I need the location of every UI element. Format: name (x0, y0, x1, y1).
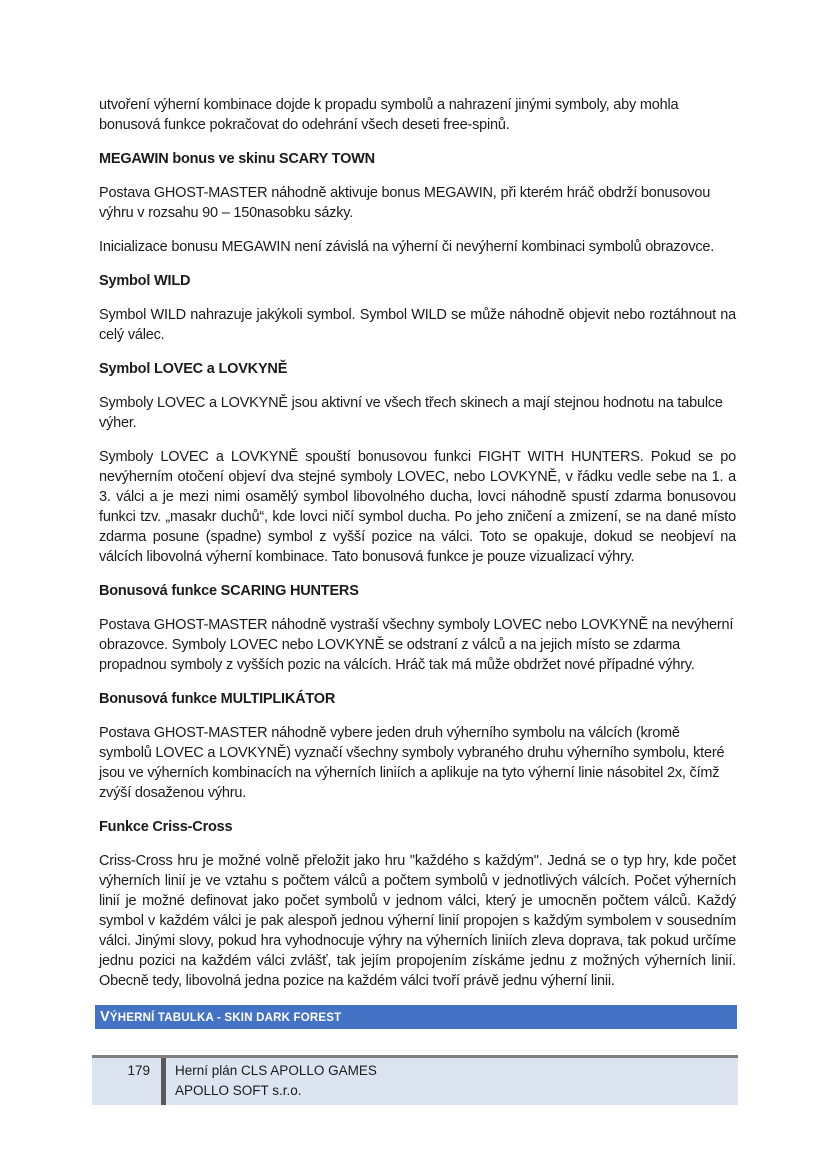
paragraph: Inicializace bonusu MEGAWIN není závislá na výherní či nevýherní kombinaci symbolů obrazovce. (99, 239, 715, 255)
paragraph: utvoření výherní kombinace dojde k propadu symbolů a nahrazení jinými symboly, aby mohla bonusová funkce pokračovat do odehrání všech deseti free-spinů. (99, 97, 679, 133)
section-heading: Funkce Criss-Cross (99, 819, 233, 835)
paragraph: Postava GHOST-MASTER náhodně vybere jeden druh výherního symbolu na válcích (kromě symbolů LOVEC a LOVKYNĚ) vyznačí všechny symboly vybraného druhu výherního symbolu, které jsou ve výherních kombinacích na výherních liniích a aplikuje na tyto výherní linie násobitel 2x, čímž zvýší dosaženou výhru. (99, 725, 725, 801)
paragraph: Postava GHOST-MASTER náhodně aktivuje bonus MEGAWIN, při kterém hráč obdrží bonusovou výhru v rozsahu 90 – 150nasobku sázky. (99, 185, 711, 221)
section-band-title: VÝHERNÍ TABULKA - SKIN DARK FOREST (95, 1005, 737, 1029)
document-body (99, 95, 736, 1029)
footer-text (166, 1058, 377, 1105)
section-heading: Bonusová funkce MULTIPLIKÁTOR (99, 691, 336, 707)
paragraph: Symboly LOVEC a LOVKYNĚ jsou aktivní ve všech třech skinech a mají stejnou hodnotu na tabulce výher. (99, 395, 723, 431)
footer-strip (92, 1058, 738, 1105)
footer-document-title: Herní plán CLS APOLLO GAMES (175, 1063, 377, 1078)
paragraph: Postava GHOST-MASTER náhodně vystraší všechny symboly LOVEC nebo LOVKYNĚ na nevýherní obrazovce. Symboly LOVEC nebo LOVKYNĚ se odstraní z válců a na jejich místo se zdarma propadnou symboly z vyšších pozic na válcích. Hráč tak má může obdržet nové případné výhry. (99, 617, 734, 673)
section-heading: Symbol WILD (99, 273, 191, 289)
page-number: 179 (127, 1063, 150, 1078)
paragraph: Symboly LOVEC a LOVKYNĚ spouští bonusovou funkci FIGHT WITH HUNTERS. Pokud se po nevýherním otočení objeví dva stejné symboly LOVEC, nebo LOVKYNĚ, v řádku vedle sebe na 1. a 3. válci a je mezi nimi osamělý symbol libovolného ducha, lovci náhodně spustí zdarma bonusovou funkci tzv. „masakr duchů“, kde lovci ničí symbol ducha. Po jeho zničení a zmizení, se na dané místo zdarma posune (spadne) symbol z vyšší pozice na válci. Toto se opakuje, dokud se neobjeví na válcích libovolná výherní kombinace. Tato bonusová funkce je pouze vizualizací výhry. (99, 449, 736, 565)
paragraph: Symbol WILD nahrazuje jakýkoli symbol. Symbol WILD se může náhodně objevit nebo roztáhnout na celý válec. (99, 307, 736, 343)
paragraph: Criss-Cross hru je možné volně přeložit jako hru "každého s každým". Jedná se o typ hry, kde počet výherních linií je ve vztahu s počtem válců a počtem symbolů v jednotlivých válcích. Počet výherních linií je možné definovat jako počet symbolů v jednom válci, který je umocněn počtem válců. Každý symbol v každém válci je pak alespoň jednou výherní linií propojen s každým symbolem v sousedním válci. Jinými slovy, pokud hra vyhodnocuje výhry na výherních liniích zleva doprava, tak pokud určíme jednu pozici na každém válci zvlášť, tak jejím propojením získáme jednu z možných výherních linií. Obecně tedy, libovolná jedna pozice na každém válci tvoří právě jednu výherní linii. (99, 853, 736, 989)
footer-company-name: APOLLO SOFT s.r.o. (175, 1083, 302, 1098)
section-heading: Symbol LOVEC a LOVKYNĚ (99, 361, 288, 377)
section-heading: MEGAWIN bonus ve skinu SCARY TOWN (99, 151, 375, 167)
section-heading: Bonusová funkce SCARING HUNTERS (99, 583, 359, 599)
page-footer (92, 1055, 738, 1105)
